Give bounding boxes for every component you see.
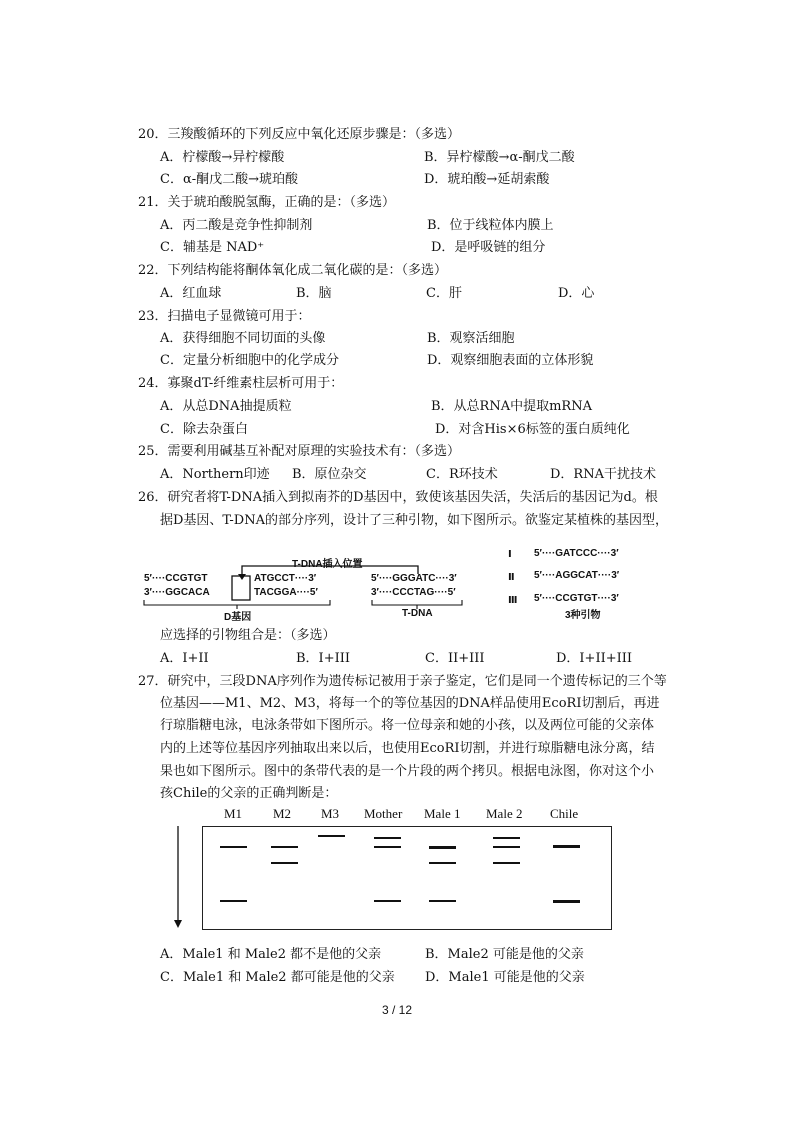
q27-option-c: C．Male1 和 Male2 都可能是他的父亲 — [160, 970, 395, 985]
q25-option-d: D．RNA干扰技术 — [550, 467, 656, 482]
q23-option-d: D．观察细胞表面的立体形貌 — [427, 353, 594, 368]
page-number: 3 / 12 — [381, 1003, 413, 1017]
band-male2-2 — [493, 846, 520, 848]
band-male1-3 — [429, 900, 456, 902]
tdna-insert-label: T-DNA插入位置 — [292, 559, 363, 570]
band-m2-upper — [271, 846, 298, 848]
band-mother-3 — [374, 900, 401, 902]
q24-option-d: D．对含His×6标签的蛋白质纯化 — [435, 422, 630, 437]
q24-option-c: C．除去杂蛋白 — [160, 422, 248, 437]
band-m1-upper — [220, 846, 247, 848]
primer-3-number: Ⅲ — [508, 595, 518, 606]
band-mother-1 — [374, 837, 401, 839]
q27-option-d: D．Male1 可能是他的父亲 — [425, 970, 585, 985]
lane-label-mother: Mother — [364, 806, 403, 821]
lane-label-male1: Male 1 — [424, 806, 461, 821]
primer-2-seq: 5′····AGGCAT····3′ — [534, 570, 620, 581]
q27-stem-line4: 内的上述等位基因序列抽取出来以后，也使用EcoRⅠ切割，并进行琼脂糖电泳分离，结 — [160, 741, 655, 756]
q20-stem: 20．三羧酸循环的下列反应中氧化还原步骤是：（多选） — [138, 127, 461, 142]
q26-prompt: 应选择的引物组合是：（多选） — [160, 628, 336, 643]
q27-option-a: A．Male1 和 Male2 都不是他的父亲 — [160, 947, 382, 962]
q22-option-d: D．心 — [558, 286, 595, 301]
gel-frame — [202, 826, 612, 930]
band-male2-1 — [493, 837, 520, 839]
q21-option-c: C．辅基是 NAD⁺ — [160, 240, 265, 255]
q25-option-c: C．R环技术 — [426, 467, 498, 482]
band-male2-3 — [493, 862, 520, 864]
tdna-bottom-strand: 3′····CCCTAG····5′ — [371, 587, 456, 598]
primer-1-number: Ⅰ — [508, 549, 512, 560]
primer-3-seq: 5′····CCGTGT····3′ — [534, 593, 619, 604]
band-male1-1 — [429, 846, 456, 849]
q21-option-d: D．是呼吸链的组分 — [431, 240, 546, 255]
q23-option-a: A．获得细胞不同切面的头像 — [160, 331, 326, 346]
q24-option-b: B．从总RNA中提取mRNA — [431, 399, 592, 414]
dgene-top-right: ATGCCT····3′ — [254, 573, 317, 584]
q25-stem: 25．需要利用碱基互补配对原理的实验技术有：（多选） — [138, 444, 461, 459]
q20-option-b: B．异柠檬酸→α-酮戊二酸 — [424, 150, 575, 165]
q25-option-a: A．Northern印迹 — [160, 467, 270, 482]
q26-option-a: A．I+II — [160, 651, 209, 666]
q26-stem-line2: 据D基因、T-DNA的部分序列，设计了三种引物，如下图所示。欲鉴定某植株的基因型， — [160, 513, 668, 528]
band-mother-2 — [374, 846, 401, 848]
lane-label-chile: Chile — [550, 806, 579, 821]
q20-option-a: A．柠檬酸→异柠檬酸 — [160, 150, 285, 165]
lane-label-m3: M3 — [321, 806, 340, 821]
q27-stem-line3: 行琼脂糖电泳，电泳条带如下图所示。将一位母亲和她的小孩，以及两位可能的父亲体 — [160, 718, 655, 733]
primer-2-number: Ⅱ — [508, 572, 515, 583]
lane-label-male2: Male 2 — [486, 806, 523, 821]
q22-stem: 22．下列结构能将酮体氧化成二氧化碳的是：（多选） — [138, 263, 448, 278]
q26-option-b: B．I+III — [296, 651, 350, 666]
dgene-bottom-right: TACGGA····5′ — [254, 587, 318, 598]
q22-option-c: C．肝 — [426, 286, 462, 301]
band-chile-upper — [553, 845, 580, 848]
tdna-label: T-DNA — [402, 608, 433, 619]
q20-option-d: D．琥珀酸→延胡索酸 — [424, 172, 550, 187]
q21-stem: 21．关于琥珀酸脱氢酶，正确的是：（多选） — [138, 195, 396, 210]
q27-option-b: B．Male2 可能是他的父亲 — [425, 947, 584, 962]
q27-stem-line6: 孩Chile的父亲的正确判断是： — [160, 786, 338, 801]
q26-option-d: D．I+II+III — [556, 651, 633, 666]
q22-option-a: A．红血球 — [160, 286, 222, 301]
q23-option-b: B．观察活细胞 — [427, 331, 515, 346]
band-m1-lower — [220, 900, 247, 902]
q20-option-c: C．α-酮戊二酸→琥珀酸 — [160, 172, 299, 187]
migration-arrow — [170, 826, 186, 930]
q24-option-a: A．从总DNA抽提质粒 — [160, 399, 292, 414]
q27-stem-line5: 果也如下图所示。图中的条带代表的是一个片段的两个拷贝。根据电泳图，你对这个小 — [160, 764, 655, 779]
primer-caption: 3种引物 — [565, 610, 601, 621]
lane-label-m1: M1 — [224, 806, 243, 821]
band-m2-lower — [271, 862, 298, 864]
band-chile-lower — [553, 900, 580, 903]
q21-option-a: A．丙二酸是竞争性抑制剂 — [160, 218, 313, 233]
q25-option-b: B．原位杂交 — [292, 467, 367, 482]
primer-1-seq: 5′····GATCCC····3′ — [534, 548, 619, 559]
dgene-bottom-left: 3′····GGCACA — [144, 587, 210, 598]
band-m3 — [318, 835, 345, 837]
band-male1-2 — [429, 862, 456, 864]
dgene-label: D基因 — [224, 612, 252, 623]
q27-stem-line1: 27．研究中，三段DNA序列作为遗传标记被用于亲子鉴定，它们是同一个遗传标记的三个等 — [138, 674, 667, 689]
dgene-top-left: 5′····CCGTGT — [144, 573, 208, 584]
q27-stem-line2: 位基因——M1、M2、M3，将每一个的等位基因的DNA样品使用EcoRⅠ切割后，再进 — [160, 696, 660, 711]
q21-option-b: B．位于线粒体内膜上 — [427, 218, 554, 233]
q26-option-c: C．II+III — [425, 651, 485, 666]
tdna-top-strand: 5′····GGGATC····3′ — [371, 573, 457, 584]
q26-stem-line1: 26．研究者将T-DNA插入到拟南芥的D基因中，致使该基因失活，失活后的基因记为d。根 — [138, 490, 658, 505]
lane-label-m2: M2 — [273, 806, 292, 821]
q22-option-b: B．脑 — [296, 286, 332, 301]
q23-option-c: C．定量分析细胞中的化学成分 — [160, 353, 339, 368]
q23-stem: 23．扫描电子显微镜可用于： — [138, 309, 311, 324]
q24-stem: 24．寡聚dT-纤维素柱层析可用于： — [138, 376, 344, 391]
